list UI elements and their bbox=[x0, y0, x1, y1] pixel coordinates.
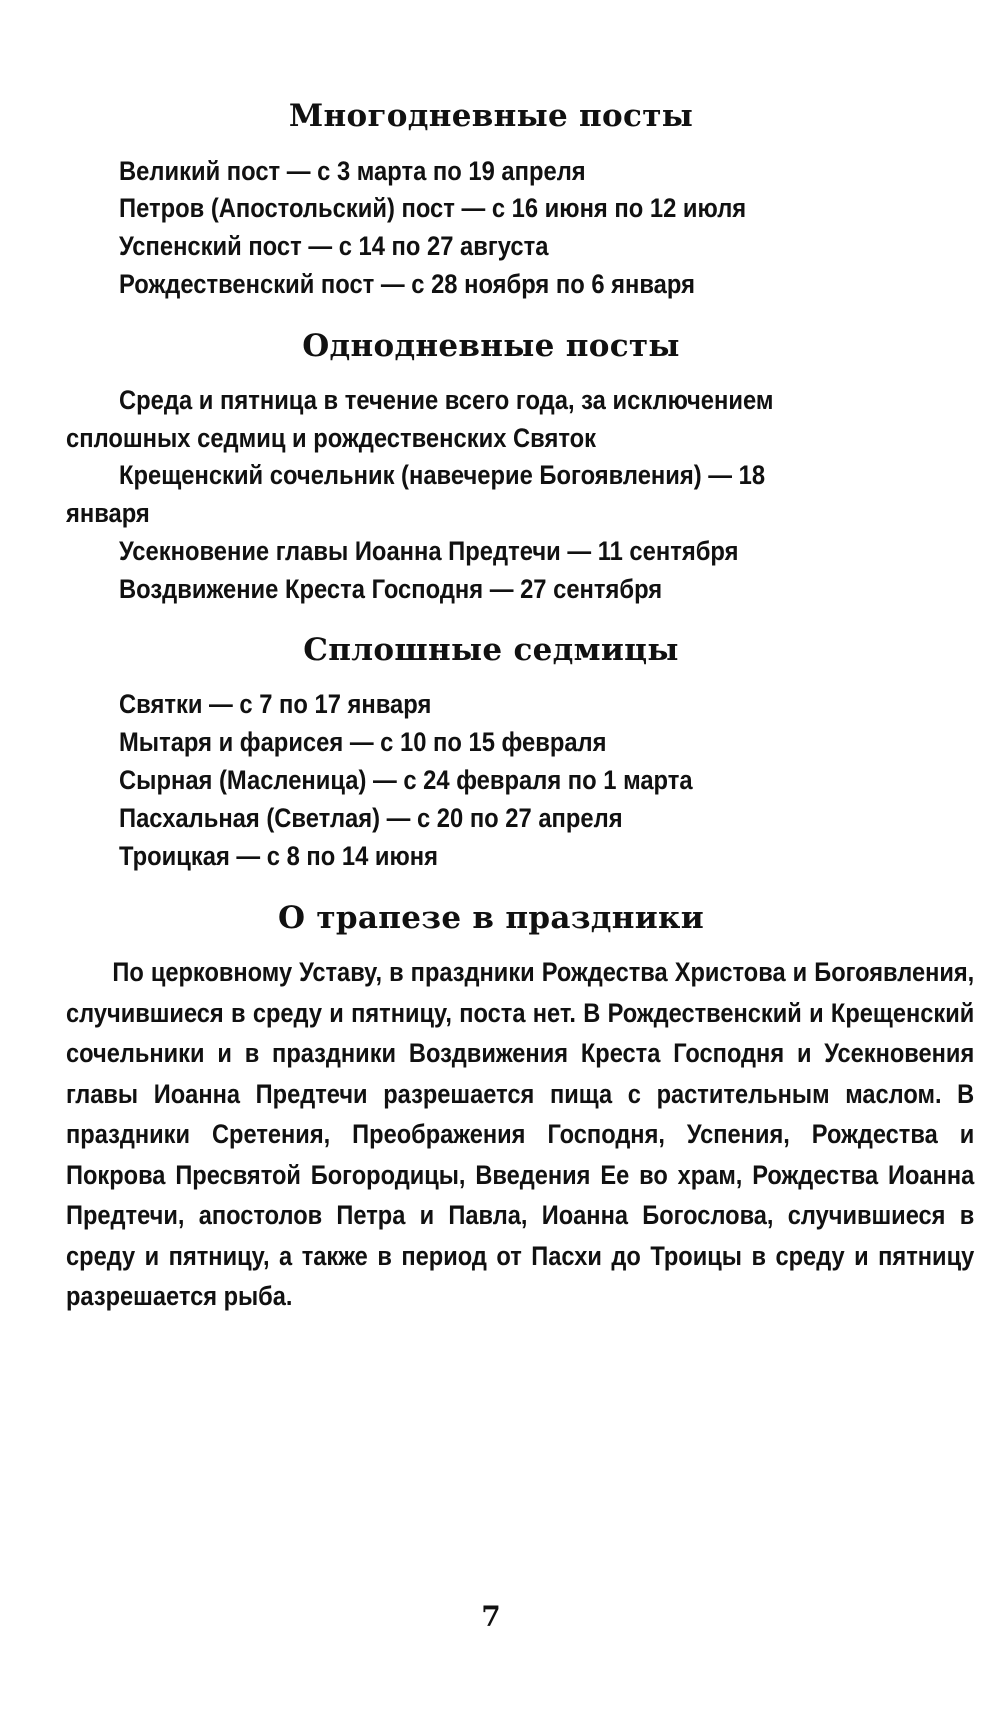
heading-multi-day-fasts: Многодневные посты bbox=[288, 98, 694, 134]
one-day-item-beheading: Усекновение главы Иоанна Предтечи — 11 сентября bbox=[119, 536, 739, 566]
week-item-publican-pharisee: Мытаря и фарисея — с 10 по 15 февраля bbox=[119, 727, 607, 757]
one-day-item-wed-fri-cont: сплошных седмиц и рождественских Святок bbox=[66, 423, 597, 453]
page-number: 7 bbox=[481, 1600, 501, 1633]
heading-continuous-weeks: Сплошные седмицы bbox=[303, 632, 679, 668]
one-day-item-exaltation: Воздвижение Креста Господня — 27 сентября bbox=[119, 574, 663, 604]
one-day-item-wed-fri: Среда и пятница в течение всего года, за исключением bbox=[119, 385, 774, 415]
fast-item-nativity: Рождественский пост — с 28 ноября по 6 января bbox=[119, 269, 695, 299]
week-item-cheese: Сырная (Масленица) — с 24 февраля по 1 марта bbox=[119, 765, 693, 795]
fast-item-apostles: Петров (Апостольский) пост — с 16 июня по 12 июля bbox=[119, 193, 747, 223]
one-day-item-epiphany-eve-cont: января bbox=[66, 498, 150, 528]
week-item-trinity: Троицкая — с 8 по 14 июня bbox=[119, 841, 439, 871]
week-item-svyatki: Святки — с 7 по 17 января bbox=[119, 689, 432, 719]
heading-feast-meals: О трапезе в праздники bbox=[277, 900, 705, 936]
feast-meals-paragraph: По церковному Уставу, в праздники Рождества Христова и Богоявления, случившиеся в среду и пятницу, поста нет. В Рождественский и Крещенский сочельники и в праздники Воздвижения Креста Господня и Усекновения главы Иоанна Предтечи разрешается пища с растительным маслом. В праздники Сретения, Преображения Господня, Успения, Рождества и Покрова Пресвятой Богородицы, Введения Ее во храм, Рождества Иоанна Предтечи, апостолов Петра и Павла, Иоанна Богослова, случившиеся в среду и пятницу, а также в период от Пасхи до Троицы в среду и пятницу разрешается рыба. bbox=[66, 957, 975, 1311]
fast-item-dormition: Успенский пост — с 14 по 27 августа bbox=[119, 231, 549, 261]
one-day-item-epiphany-eve: Крещенский сочельник (навечерие Богоявления) — 18 bbox=[119, 460, 766, 490]
fast-item-great-lent: Великий пост — с 3 марта по 19 апреля bbox=[119, 156, 586, 186]
week-item-paschal: Пасхальная (Светлая) — с 20 по 27 апреля bbox=[119, 803, 623, 833]
heading-one-day-fasts: Однодневные посты bbox=[302, 328, 680, 364]
